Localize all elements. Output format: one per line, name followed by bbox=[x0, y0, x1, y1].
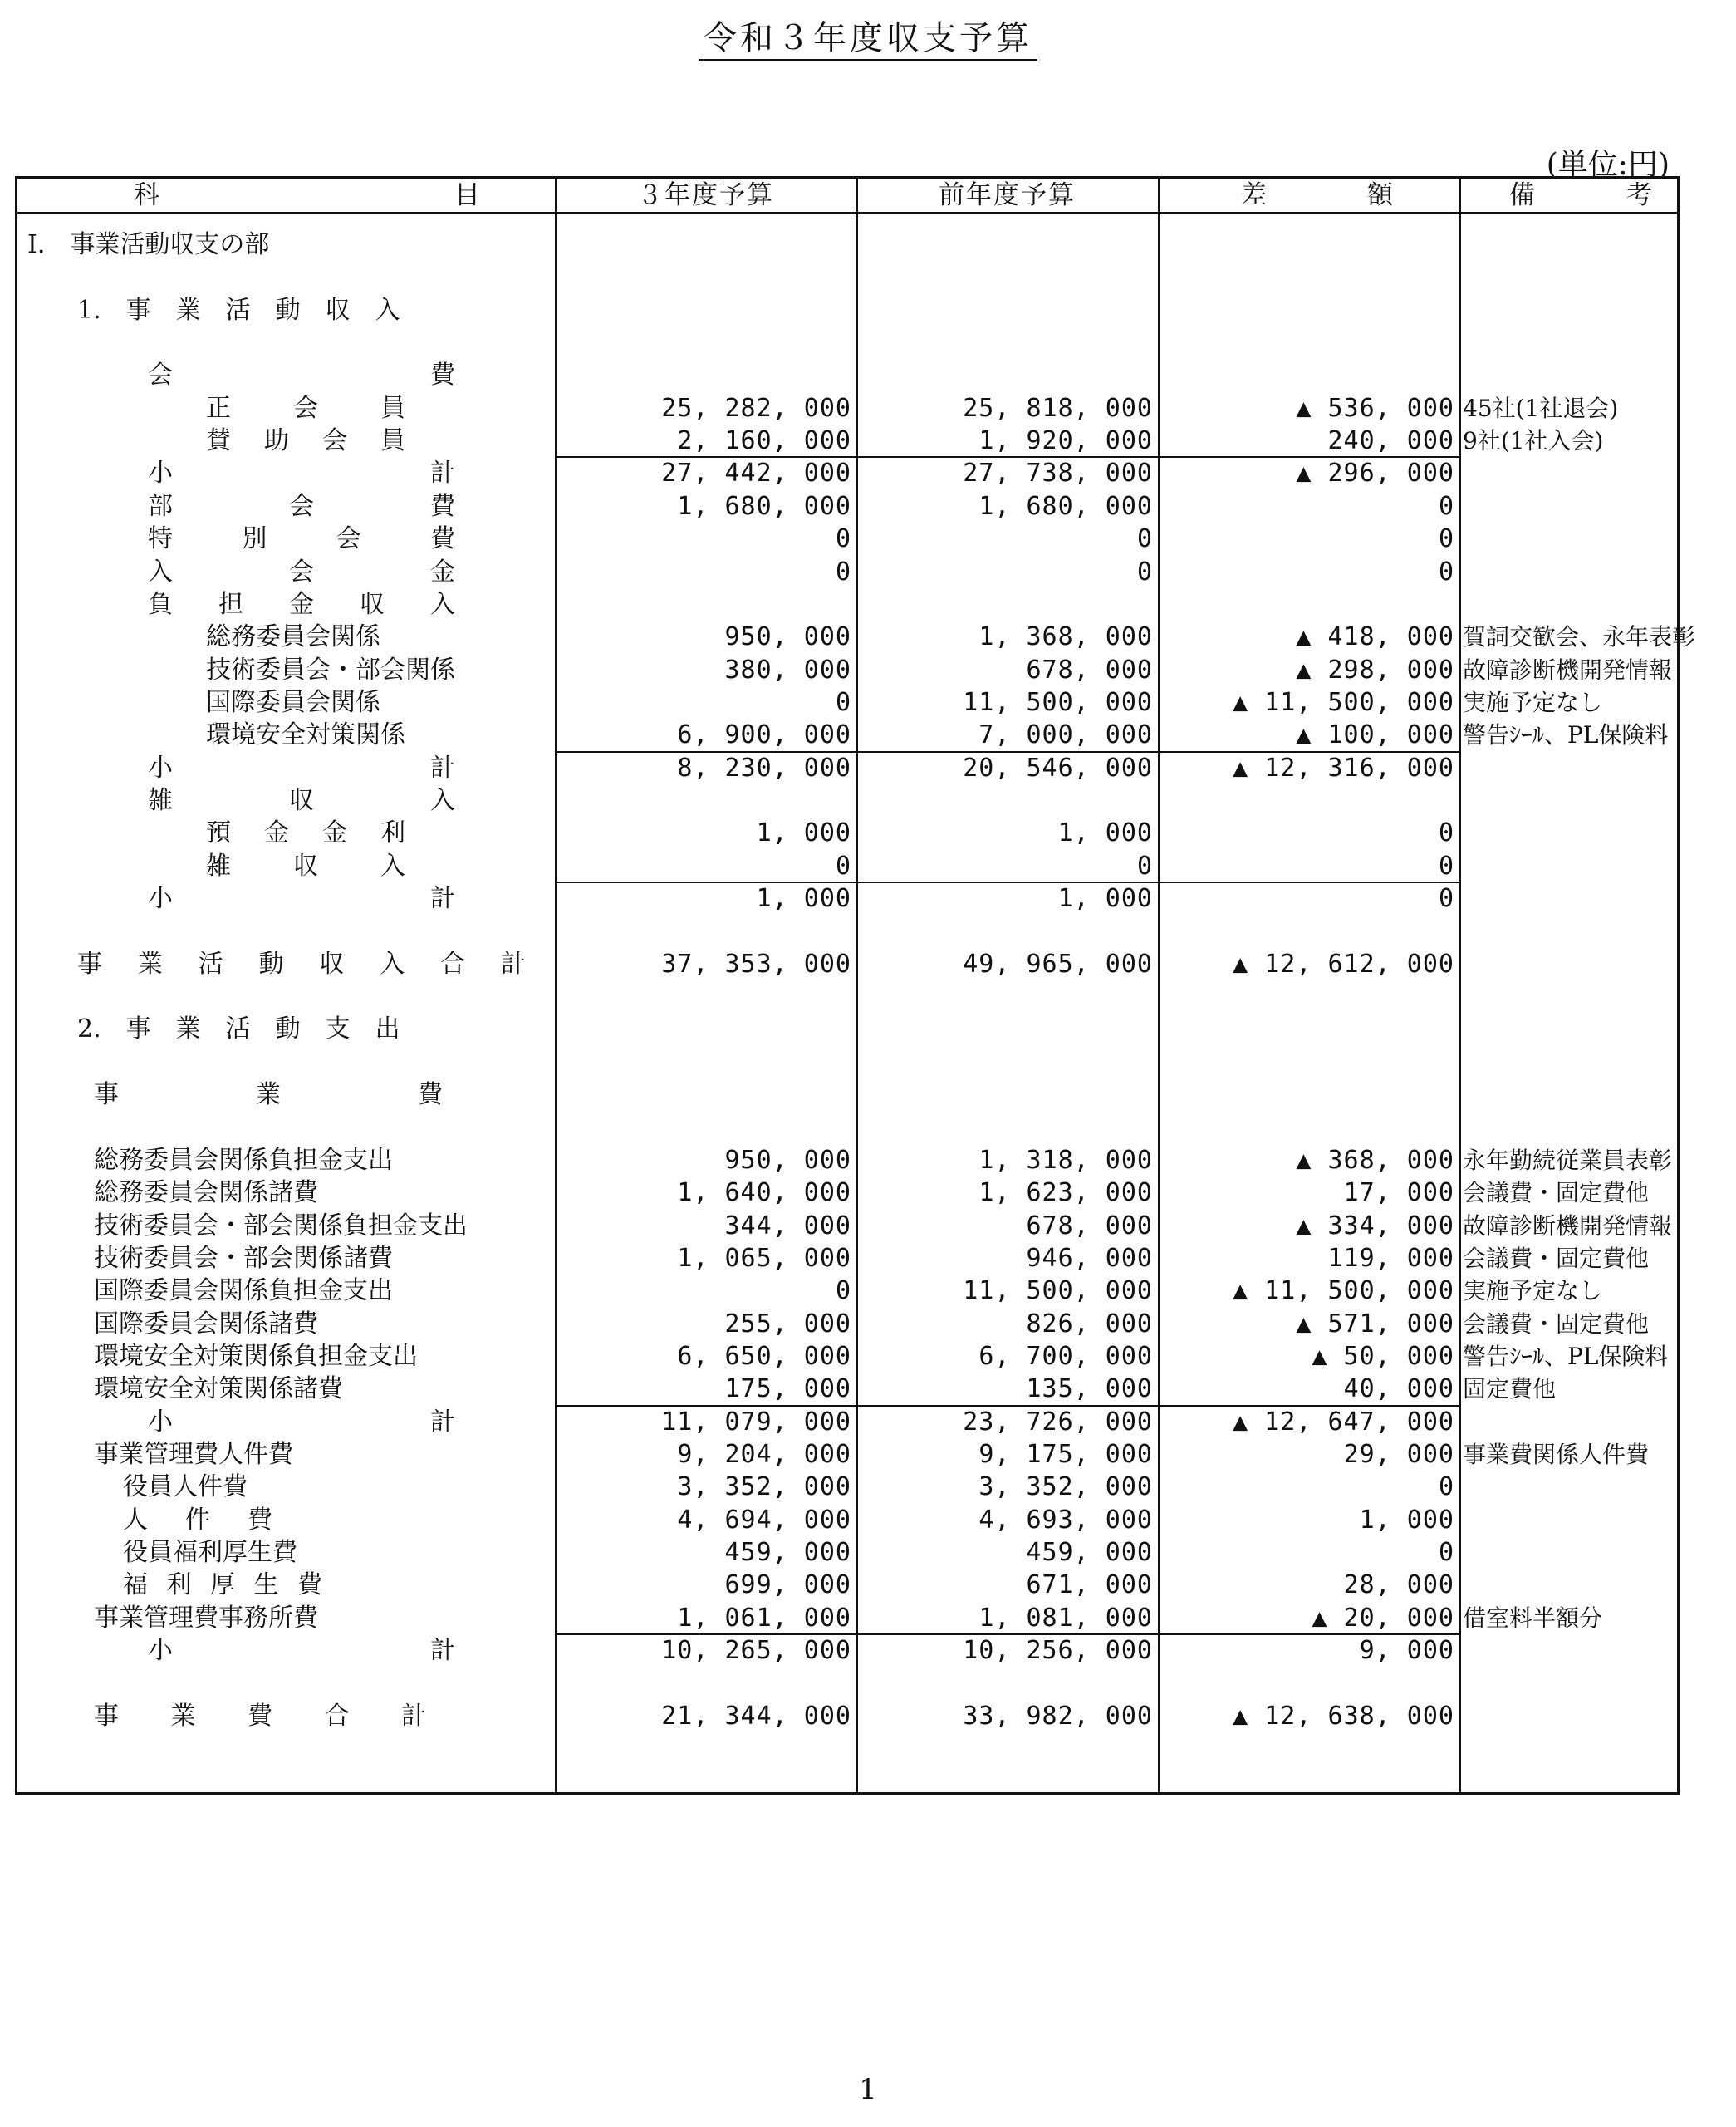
difference-value: ▲ 571, 000 bbox=[1296, 1309, 1454, 1339]
row-label: 事業管理費人件費 bbox=[94, 1439, 293, 1469]
table-row bbox=[17, 1634, 1682, 1667]
difference-value: ▲ 12, 638, 000 bbox=[1233, 1701, 1454, 1731]
label-char: 金 bbox=[289, 589, 314, 619]
row-label bbox=[206, 425, 405, 457]
row-label: 2. 事 業 活 動 支 出 bbox=[77, 1014, 400, 1044]
current-budget-value: 1, 000 bbox=[756, 884, 851, 913]
row-label: 役員人件費 bbox=[123, 1472, 248, 1502]
previous-budget-value: 459, 000 bbox=[1026, 1538, 1153, 1567]
row-note: 会議費・固定費他 bbox=[1463, 1244, 1650, 1272]
table-header bbox=[17, 179, 1677, 214]
row-label: 国際委員会関係負担金支出 bbox=[94, 1276, 393, 1306]
row-note: 45社(1社退会) bbox=[1463, 394, 1619, 422]
table-row bbox=[17, 1373, 1682, 1405]
row-label: 事業管理費事務所費 bbox=[94, 1603, 318, 1633]
row-label bbox=[206, 817, 405, 849]
difference-value: ▲ 368, 000 bbox=[1296, 1145, 1454, 1175]
label-char: 合 bbox=[440, 949, 466, 979]
label-char: 雑 bbox=[148, 785, 173, 815]
row-label bbox=[148, 457, 455, 489]
table-row bbox=[17, 817, 1682, 849]
table-row bbox=[17, 1504, 1682, 1536]
header-item-part: 科 bbox=[134, 180, 159, 210]
difference-value: 0 bbox=[1438, 1472, 1454, 1502]
page-number: 1 bbox=[859, 2073, 877, 2106]
previous-budget-value: 25, 818, 000 bbox=[963, 393, 1153, 423]
row-note: 警告ｼｰﾙ、PL保険料 bbox=[1463, 1342, 1669, 1370]
previous-budget-value: 671, 000 bbox=[1026, 1570, 1153, 1600]
table-row bbox=[17, 1308, 1682, 1340]
label-char: 計 bbox=[401, 1701, 426, 1731]
difference-value: 0 bbox=[1438, 1538, 1454, 1567]
current-budget-value: 3, 352, 000 bbox=[677, 1472, 851, 1502]
row-label bbox=[148, 1406, 455, 1438]
previous-budget-value: 0 bbox=[1136, 524, 1153, 554]
row-label: 技術委員会・部会関係諸費 bbox=[94, 1243, 393, 1273]
previous-budget-value: 49, 965, 000 bbox=[963, 949, 1153, 979]
previous-budget-value: 27, 738, 000 bbox=[963, 459, 1153, 489]
label-char: 会 bbox=[336, 524, 361, 554]
label-char: 利 bbox=[166, 1570, 192, 1600]
difference-value: 0 bbox=[1438, 818, 1454, 848]
row-label bbox=[148, 752, 455, 784]
difference-value: 28, 000 bbox=[1343, 1570, 1454, 1600]
previous-budget-value: 1, 000 bbox=[1057, 884, 1153, 913]
difference-value: 1, 000 bbox=[1359, 1505, 1454, 1535]
table-row bbox=[17, 1406, 1682, 1438]
previous-budget-value: 0 bbox=[1136, 851, 1153, 881]
current-budget-value: 11, 079, 000 bbox=[661, 1407, 851, 1437]
previous-budget-value: 1, 680, 000 bbox=[978, 491, 1153, 521]
table-row bbox=[17, 392, 1682, 425]
row-label bbox=[148, 556, 455, 588]
label-char: 別 bbox=[242, 524, 267, 554]
row-label: 総務委員会関係 bbox=[206, 622, 380, 652]
row-label: 1. 事 業 活 動 収 入 bbox=[77, 295, 400, 325]
previous-budget-value: 678, 000 bbox=[1026, 1211, 1153, 1240]
table-row bbox=[17, 457, 1682, 489]
label-char: 収 bbox=[293, 851, 318, 881]
row-note: 永年勤続従業員表彰 bbox=[1463, 1146, 1673, 1174]
previous-budget-value: 20, 546, 000 bbox=[963, 753, 1153, 783]
table-row bbox=[17, 523, 1682, 555]
row-note: 会議費・固定費他 bbox=[1463, 1309, 1650, 1338]
table-row bbox=[17, 228, 1682, 261]
difference-value: 0 bbox=[1438, 557, 1454, 587]
table-row bbox=[17, 784, 1682, 817]
label-char: 部 bbox=[148, 491, 173, 521]
previous-budget-value: 11, 500, 000 bbox=[963, 687, 1153, 717]
row-note: 借室料半額分 bbox=[1463, 1604, 1603, 1632]
label-char: 金 bbox=[264, 818, 289, 848]
table-row bbox=[17, 752, 1682, 784]
label-char: 特 bbox=[148, 524, 173, 554]
table-row bbox=[17, 1210, 1682, 1242]
row-note: 賀詞交歓会、永年表彰 bbox=[1463, 623, 1696, 651]
table-row bbox=[17, 261, 1682, 293]
table-row bbox=[17, 1438, 1682, 1471]
label-char: 預 bbox=[206, 818, 231, 848]
row-label bbox=[94, 1700, 426, 1732]
table-row bbox=[17, 1667, 1682, 1699]
difference-value: 0 bbox=[1438, 491, 1454, 521]
label-char: 収 bbox=[360, 589, 385, 619]
previous-budget-value: 826, 000 bbox=[1026, 1309, 1153, 1339]
table-row bbox=[17, 1078, 1682, 1111]
previous-budget-value: 1, 623, 000 bbox=[978, 1178, 1153, 1208]
label-char: 厚 bbox=[210, 1570, 235, 1600]
label-char: 計 bbox=[430, 753, 455, 783]
label-char: 助 bbox=[264, 426, 289, 456]
label-char: 業 bbox=[170, 1701, 196, 1731]
current-budget-value: 27, 442, 000 bbox=[661, 459, 851, 489]
previous-budget-value: 1, 368, 000 bbox=[978, 622, 1153, 652]
current-budget-value: 950, 000 bbox=[724, 622, 851, 652]
row-label bbox=[206, 392, 405, 425]
table-row bbox=[17, 327, 1682, 359]
label-char: 会 bbox=[289, 491, 314, 521]
table-row bbox=[17, 359, 1682, 391]
row-label: 国際委員会関係諸費 bbox=[94, 1309, 318, 1339]
row-label: 国際委員会関係 bbox=[206, 687, 380, 717]
row-label bbox=[94, 1078, 443, 1111]
difference-value: ▲ 536, 000 bbox=[1296, 393, 1454, 423]
header-note-part: 備 bbox=[1509, 180, 1535, 210]
current-budget-value: 6, 900, 000 bbox=[677, 720, 851, 750]
row-label: 総務委員会関係負担金支出 bbox=[94, 1145, 393, 1175]
table-row bbox=[17, 621, 1696, 653]
table-row bbox=[17, 1569, 1682, 1601]
label-char: 会 bbox=[289, 557, 314, 587]
label-char: 入 bbox=[380, 949, 405, 979]
label-char: 入 bbox=[430, 589, 455, 619]
previous-budget-value: 1, 920, 000 bbox=[978, 426, 1153, 456]
difference-value: ▲ 100, 000 bbox=[1296, 720, 1454, 750]
header-diff bbox=[1158, 179, 1459, 212]
unit-label: (単位:円) bbox=[1546, 148, 1670, 182]
previous-budget-value: 33, 982, 000 bbox=[963, 1701, 1153, 1731]
label-char: 計 bbox=[430, 459, 455, 489]
label-char: 金 bbox=[322, 818, 347, 848]
table-row bbox=[17, 1242, 1682, 1275]
label-char: 員 bbox=[380, 393, 405, 423]
row-note: 固定費他 bbox=[1463, 1375, 1557, 1403]
label-char: 担 bbox=[218, 589, 243, 619]
label-char: 人 bbox=[123, 1505, 148, 1535]
table-row bbox=[17, 850, 1682, 882]
current-budget-value: 255, 000 bbox=[724, 1309, 851, 1339]
label-char: 福 bbox=[123, 1570, 148, 1600]
table-row bbox=[17, 915, 1682, 947]
difference-value: ▲ 50, 000 bbox=[1312, 1341, 1454, 1371]
current-budget-value: 21, 344, 000 bbox=[661, 1701, 851, 1731]
previous-budget-value: 0 bbox=[1136, 557, 1153, 587]
label-char: 事 bbox=[77, 949, 102, 979]
difference-value: ▲ 12, 647, 000 bbox=[1233, 1407, 1454, 1437]
row-label: 環境安全対策関係諸費 bbox=[94, 1374, 343, 1404]
current-budget-value: 950, 000 bbox=[724, 1145, 851, 1175]
row-note: 実施予定なし bbox=[1463, 688, 1603, 716]
current-budget-value: 0 bbox=[835, 1276, 851, 1306]
label-char: 事 bbox=[94, 1701, 119, 1731]
row-label: 技術委員会・部会関係負担金支出 bbox=[94, 1211, 468, 1240]
document-title bbox=[0, 12, 1736, 59]
row-note: 警告ｼｰﾙ、PL保険料 bbox=[1463, 721, 1669, 749]
table-row bbox=[17, 686, 1682, 719]
label-char: 費 bbox=[430, 361, 455, 391]
row-label: 環境安全対策関係 bbox=[206, 720, 405, 750]
previous-budget-value: 23, 726, 000 bbox=[963, 1407, 1153, 1437]
difference-value: ▲ 11, 500, 000 bbox=[1233, 1276, 1454, 1306]
row-label: 環境安全対策関係負担金支出 bbox=[94, 1341, 418, 1371]
table-row bbox=[17, 1275, 1682, 1307]
previous-budget-value: 3, 352, 000 bbox=[978, 1472, 1153, 1502]
current-budget-value: 1, 061, 000 bbox=[677, 1603, 851, 1633]
difference-value: ▲ 12, 316, 000 bbox=[1233, 753, 1454, 783]
header-diff-part: 差 bbox=[1241, 180, 1267, 210]
label-char: 費 bbox=[248, 1505, 272, 1535]
current-budget-value: 380, 000 bbox=[724, 655, 851, 685]
current-budget-value: 0 bbox=[835, 851, 851, 881]
table-row bbox=[17, 1013, 1682, 1045]
row-note: 9社(1社入会) bbox=[1463, 427, 1604, 455]
header-diff-part: 額 bbox=[1367, 180, 1393, 210]
previous-budget-value: 1, 000 bbox=[1057, 818, 1153, 848]
row-note: 実施予定なし bbox=[1463, 1277, 1603, 1305]
previous-budget-value: 678, 000 bbox=[1026, 655, 1153, 685]
table-row bbox=[17, 1536, 1682, 1569]
header-item bbox=[17, 179, 555, 212]
label-char: 金 bbox=[430, 557, 455, 587]
current-budget-value: 6, 650, 000 bbox=[677, 1341, 851, 1371]
label-char: 合 bbox=[324, 1701, 350, 1731]
label-char: 計 bbox=[430, 1407, 455, 1437]
table-row bbox=[17, 1340, 1682, 1373]
table-row bbox=[17, 1046, 1682, 1078]
current-budget-value: 0 bbox=[835, 557, 851, 587]
row-label bbox=[148, 490, 455, 523]
row-label bbox=[148, 359, 455, 391]
document-title-text: 令和３年度収支予算 bbox=[699, 19, 1037, 61]
previous-budget-value: 1, 318, 000 bbox=[978, 1145, 1153, 1175]
label-char: 小 bbox=[148, 884, 173, 913]
current-budget-value: 175, 000 bbox=[724, 1374, 851, 1404]
difference-value: ▲ 418, 000 bbox=[1296, 622, 1454, 652]
table-row bbox=[17, 294, 1682, 327]
label-char: 活 bbox=[198, 949, 223, 979]
difference-value: 29, 000 bbox=[1343, 1439, 1454, 1469]
row-note: 故障診断機開発情報 bbox=[1463, 1211, 1673, 1240]
current-budget-value: 9, 204, 000 bbox=[677, 1439, 851, 1469]
row-label: I. 事業活動収支の部 bbox=[27, 230, 270, 259]
label-char: 入 bbox=[380, 851, 405, 881]
current-budget-value: 459, 000 bbox=[724, 1538, 851, 1567]
label-char: 小 bbox=[148, 753, 173, 783]
label-char: 会 bbox=[293, 393, 318, 423]
label-char: 費 bbox=[297, 1570, 322, 1600]
difference-value: 0 bbox=[1438, 851, 1454, 881]
table-row bbox=[17, 1471, 1682, 1503]
table-row bbox=[17, 1176, 1682, 1209]
difference-value: ▲ 11, 500, 000 bbox=[1233, 687, 1454, 717]
label-char: 業 bbox=[137, 949, 163, 979]
label-char: 費 bbox=[418, 1080, 443, 1110]
row-label bbox=[148, 523, 455, 555]
previous-budget-value: 4, 693, 000 bbox=[978, 1505, 1153, 1535]
table-row bbox=[17, 654, 1682, 686]
difference-value: ▲ 334, 000 bbox=[1296, 1211, 1454, 1240]
table-row bbox=[17, 948, 1682, 980]
table-row bbox=[17, 882, 1682, 915]
previous-budget-value: 10, 256, 000 bbox=[963, 1636, 1153, 1666]
label-char: 賛 bbox=[206, 426, 231, 456]
label-char: 負 bbox=[148, 589, 173, 619]
row-note: 事業費関係人件費 bbox=[1463, 1440, 1650, 1468]
label-char: 雑 bbox=[206, 851, 231, 881]
difference-value: ▲ 296, 000 bbox=[1296, 459, 1454, 489]
difference-value: 40, 000 bbox=[1343, 1374, 1454, 1404]
table-row bbox=[17, 1602, 1682, 1634]
row-label: 技術委員会・部会関係 bbox=[206, 655, 455, 685]
table-row bbox=[17, 588, 1682, 621]
difference-value: ▲ 20, 000 bbox=[1312, 1603, 1454, 1633]
previous-budget-value: 7, 000, 000 bbox=[978, 720, 1153, 750]
label-char: 小 bbox=[148, 1636, 173, 1666]
row-label bbox=[206, 850, 405, 882]
previous-budget-value: 1, 081, 000 bbox=[978, 1603, 1153, 1633]
row-label bbox=[148, 784, 455, 817]
table-row bbox=[17, 425, 1682, 457]
label-char: 件 bbox=[185, 1505, 210, 1535]
label-char: 入 bbox=[430, 785, 455, 815]
difference-value: 17, 000 bbox=[1343, 1178, 1454, 1208]
label-char: 員 bbox=[380, 426, 405, 456]
current-budget-value: 1, 680, 000 bbox=[677, 491, 851, 521]
current-budget-value: 0 bbox=[835, 687, 851, 717]
label-char: 入 bbox=[148, 557, 173, 587]
current-budget-value: 2, 160, 000 bbox=[677, 426, 851, 456]
difference-value: 9, 000 bbox=[1359, 1636, 1454, 1666]
label-char: 動 bbox=[258, 949, 284, 979]
difference-value: ▲ 298, 000 bbox=[1296, 655, 1454, 685]
row-label bbox=[77, 948, 526, 980]
current-budget-value: 10, 265, 000 bbox=[661, 1636, 851, 1666]
label-char: 計 bbox=[430, 884, 455, 913]
difference-value: 0 bbox=[1438, 524, 1454, 554]
label-char: 業 bbox=[256, 1080, 281, 1110]
label-char: 費 bbox=[248, 1701, 272, 1731]
header-note-part: 考 bbox=[1626, 180, 1652, 210]
label-char: 事 bbox=[94, 1080, 119, 1110]
row-label bbox=[123, 1569, 322, 1601]
difference-value: 240, 000 bbox=[1327, 426, 1454, 456]
label-char: 計 bbox=[500, 949, 526, 979]
current-budget-value: 8, 230, 000 bbox=[677, 753, 851, 783]
current-budget-value: 4, 694, 000 bbox=[677, 1505, 851, 1535]
current-budget-value: 1, 640, 000 bbox=[677, 1178, 851, 1208]
row-label bbox=[148, 1634, 455, 1667]
table-row bbox=[17, 980, 1682, 1013]
current-budget-value: 0 bbox=[835, 524, 851, 554]
current-budget-value: 1, 065, 000 bbox=[677, 1243, 851, 1273]
table-row bbox=[17, 1111, 1682, 1143]
header-note bbox=[1459, 179, 1677, 212]
header-item-part: 目 bbox=[454, 180, 480, 210]
row-label: 総務委員会関係諸費 bbox=[94, 1178, 318, 1208]
row-note: 会議費・固定費他 bbox=[1463, 1179, 1650, 1207]
label-char: 収 bbox=[319, 949, 345, 979]
previous-budget-value: 946, 000 bbox=[1026, 1243, 1153, 1273]
table-row bbox=[17, 556, 1682, 588]
budget-table bbox=[15, 176, 1696, 1795]
difference-value: 0 bbox=[1438, 884, 1454, 913]
table-row bbox=[17, 1144, 1682, 1176]
label-char: 小 bbox=[148, 459, 173, 489]
row-note: 故障診断機開発情報 bbox=[1463, 656, 1673, 684]
table-row bbox=[17, 490, 1682, 523]
row-label bbox=[148, 882, 455, 915]
label-char: 会 bbox=[148, 361, 173, 391]
label-char: 生 bbox=[253, 1570, 279, 1600]
previous-budget-value: 9, 175, 000 bbox=[978, 1439, 1153, 1469]
header-current: ３年度予算 bbox=[637, 180, 774, 210]
table-row bbox=[17, 719, 1682, 751]
difference-value: ▲ 12, 612, 000 bbox=[1233, 949, 1454, 979]
label-char: 小 bbox=[148, 1407, 173, 1437]
label-char: 正 bbox=[206, 393, 231, 423]
row-label bbox=[148, 588, 455, 621]
previous-budget-value: 6, 700, 000 bbox=[978, 1341, 1153, 1371]
label-char: 費 bbox=[430, 491, 455, 521]
header-previous: 前年度予算 bbox=[939, 180, 1076, 210]
label-char: 利 bbox=[380, 818, 405, 848]
table-row bbox=[17, 1700, 1682, 1732]
difference-value: 119, 000 bbox=[1327, 1243, 1454, 1273]
current-budget-value: 1, 000 bbox=[756, 818, 851, 848]
current-budget-value: 344, 000 bbox=[724, 1211, 851, 1240]
label-char: 収 bbox=[289, 785, 314, 815]
current-budget-value: 25, 282, 000 bbox=[661, 393, 851, 423]
previous-budget-value: 11, 500, 000 bbox=[963, 1276, 1153, 1306]
label-char: 費 bbox=[429, 524, 455, 554]
row-label bbox=[123, 1504, 272, 1536]
current-budget-value: 699, 000 bbox=[724, 1570, 851, 1600]
label-char: 会 bbox=[322, 426, 347, 456]
current-budget-value: 37, 353, 000 bbox=[661, 949, 851, 979]
label-char: 計 bbox=[430, 1636, 455, 1666]
previous-budget-value: 135, 000 bbox=[1026, 1374, 1153, 1404]
row-label: 役員福利厚生費 bbox=[123, 1538, 297, 1567]
